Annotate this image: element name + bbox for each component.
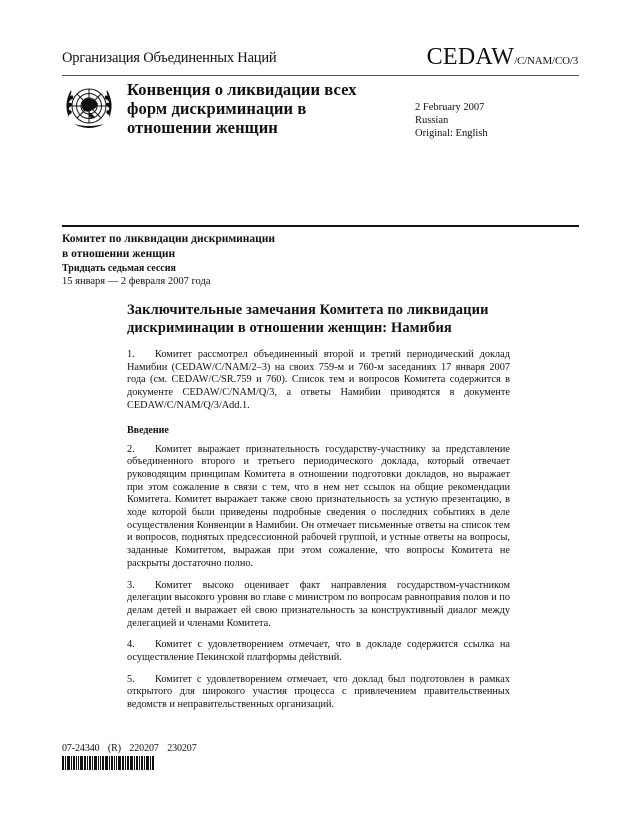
symbol-main: CEDAW	[426, 44, 515, 70]
paragraph-3	[127, 580, 510, 631]
session-label: Тридцать седьмая сессия	[62, 263, 176, 274]
paragraph-number: 5.	[127, 673, 135, 685]
convention-title-line: форм дискриминации в	[127, 99, 307, 118]
document-title-line: дискриминации в отношении женщин: Намибия	[127, 320, 452, 336]
distribution-block	[415, 101, 488, 140]
paragraph-text: Комитет с удовлетворением отмечает, что в докладе содержится ссылка на осуществление Пекинской платформы действий.	[127, 639, 510, 664]
paragraph-text: Комитет рассмотрел объединенный второй и третий периодический доклад Намибии (CEDAW/C/NAM/2–3) на своих 759-м и 760-м заседаниях 17 января 2007 года (см. CEDAW/C/SR.759 и 760). Список тем и вопросов Комитета содержится в документе CEDAW/C/NAM/Q/3, а ответы Намибии приводятся в документе CEDAW/C/NAM/Q/3/Add.1.	[127, 349, 510, 411]
distribution-date: 2 February 2007	[415, 102, 485, 113]
paragraph-text: Комитет высоко оценивает факт направления государством-участником делегации высокого уровня во главе с министром по вопросам равноправия полов и по делам детей и выражает ей свою признательность за конструктивный диалог между делегацией и членами Комитета.	[127, 579, 510, 629]
session-dates: 15 января — 2 февраля 2007 года	[62, 276, 211, 287]
organization-name: Организация Объединенных Наций	[62, 50, 277, 66]
paragraph-number: 1.	[127, 349, 135, 360]
paragraph-number: 3.	[127, 579, 135, 591]
convention-title-line: Конвенция о ликвидации всех	[127, 80, 357, 99]
committee-divider	[62, 225, 579, 227]
footer-date-2: 230207	[167, 743, 197, 754]
committee-block	[62, 232, 382, 288]
paragraph-text: Комитет выражает признательность государству-участнику за представление объединенного второго и третьего периодического доклада, который отвечает руководящим принципам Комитета в отношении подготовки докладов, но выражает при этом сожаление в связи с тем, что в нем нет ссылок на общие рекомендации Комитета. Комитет выражает также свою признательность за устную презентацию, в ходе которой были приведены подробные сведения о последних событиях в деле осуществления Конвенции в Намибии. Он отмечает письменные ответы на список тем и вопросов, поднятых предсессионной рабочей группой, и устные ответы на вопросы, заданные Комитетом, выражая при этом сожаление, что вопросы Комитета не раскрыты достаточно полно.	[127, 443, 510, 569]
convention-title-line: отношении женщин	[127, 118, 278, 137]
document-body	[127, 301, 510, 721]
document-title	[127, 301, 510, 337]
committee-name-line: в отношении женщин	[62, 248, 176, 260]
un-emblem-icon	[62, 80, 116, 134]
job-number: 07-24340 (R)	[62, 743, 121, 754]
distribution-language: Russian	[415, 115, 449, 126]
paragraph-number: 4.	[127, 639, 135, 651]
paragraph-5	[127, 674, 510, 712]
footer-date-1: 220207	[129, 743, 159, 754]
header-divider	[62, 75, 579, 76]
original-language: Original: English	[415, 128, 488, 139]
committee-name-line: Комитет по ликвидации дискриминации	[62, 233, 276, 245]
paragraph-2	[127, 444, 510, 571]
document-symbol	[427, 44, 578, 71]
document-title-line: Заключительные замечания Комитета по ликвидации	[127, 302, 489, 318]
paragraph-number: 2.	[127, 443, 135, 455]
convention-title	[127, 80, 357, 137]
job-number-line	[62, 743, 197, 754]
paragraph-4	[127, 639, 510, 664]
symbol-suffix: /C/NAM/CO/3	[514, 55, 578, 67]
barcode-icon	[62, 756, 174, 770]
paragraph-text: Комитет с удовлетворением отмечает, что доклад был подготовлен в рамках открытого для широкого участия процесса с привлечением правительственных ведомств и неправительственных организаций.	[127, 673, 510, 711]
paragraph-1	[127, 349, 510, 413]
section-heading-introduction: Введение	[127, 424, 169, 436]
